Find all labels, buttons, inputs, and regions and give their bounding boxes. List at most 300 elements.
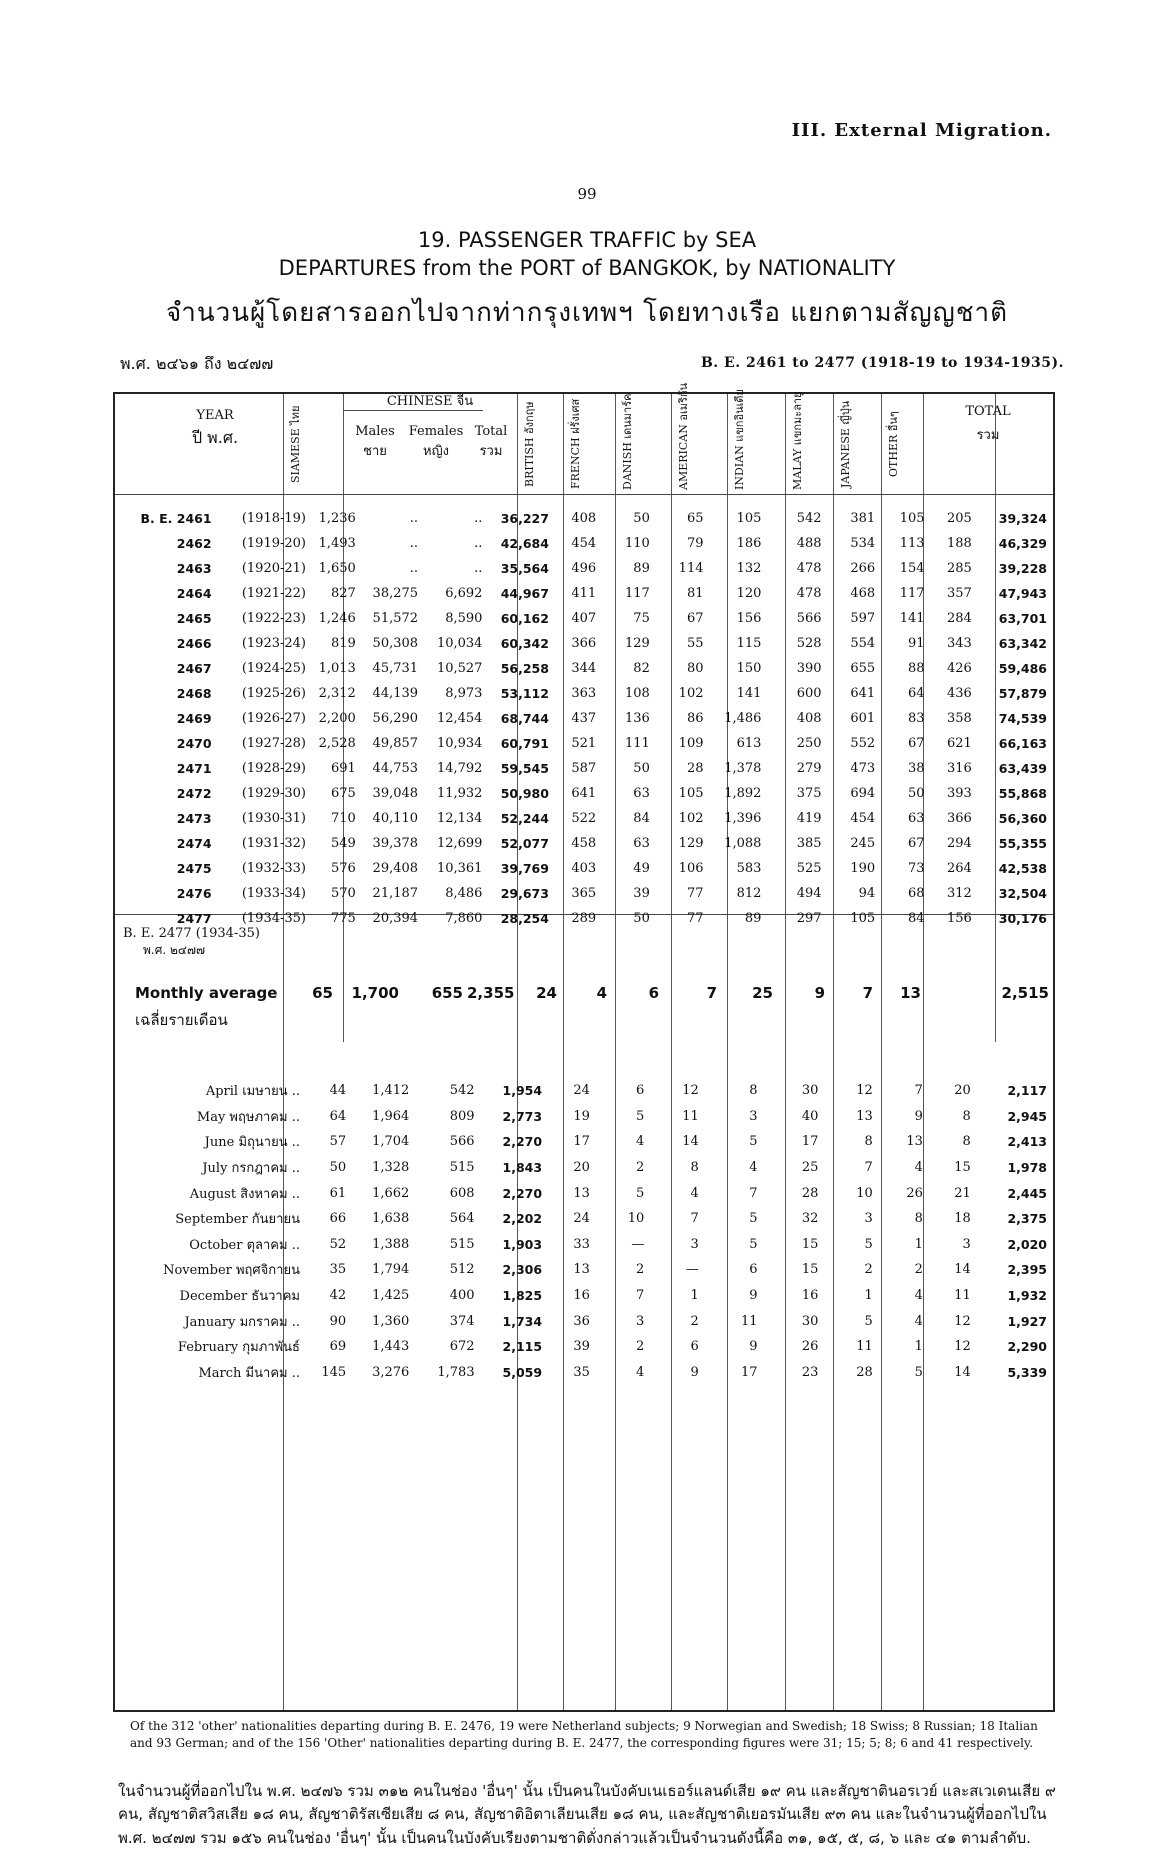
cell-siamese: 691 — [330, 761, 356, 776]
cell-french: 50 — [633, 911, 650, 926]
year-ad: (1929-30) — [241, 786, 307, 801]
cell-danish: 102 — [678, 811, 704, 826]
cell-danish: 67 — [686, 611, 704, 626]
cell-japanese: 1 — [914, 1236, 923, 1252]
cell-malay: 597 — [850, 611, 876, 626]
cell-british: 454 — [571, 536, 597, 551]
cell-indian: 26 — [801, 1339, 819, 1355]
cell-other: 284 — [946, 611, 972, 626]
cell-malay: 641 — [850, 686, 876, 701]
cell-american: 8 — [749, 1083, 758, 1099]
cell-total: 63,342 — [998, 636, 1047, 651]
avg-indian: 25 — [752, 984, 773, 1002]
cell-other: 264 — [946, 861, 972, 876]
cell-american: 583 — [736, 861, 762, 876]
cell-other: 12 — [954, 1313, 971, 1329]
period-thai: พ.ศ. ๒๔๖๑ ถึง ๒๔๗๗ — [120, 354, 274, 373]
period-english: B. E. 2461 to 2477 (1918-19 to 1934-1935). — [700, 355, 1064, 371]
cell-males: 40,110 — [372, 811, 419, 826]
cell-other: 14 — [954, 1364, 971, 1380]
cell-females: .. — [474, 511, 483, 526]
cell-japanese: 7 — [914, 1083, 923, 1099]
cell-danish: 79 — [686, 536, 704, 551]
cell-indian: 390 — [796, 661, 822, 676]
cell-siamese: 827 — [330, 586, 356, 601]
cell-males: 1,794 — [372, 1262, 410, 1278]
total-header: TOTAL — [965, 404, 1011, 419]
statistics-table — [113, 382, 1055, 1712]
cell-american: 1,378 — [724, 761, 762, 776]
cell-american: 5 — [749, 1134, 758, 1150]
cell-american: 150 — [736, 661, 762, 676]
total-chinese-header-thai: รวม — [479, 444, 503, 459]
cell-males: 44,139 — [372, 686, 419, 701]
cell-japanese: 105 — [899, 511, 925, 526]
month-row — [115, 1308, 1053, 1334]
males-header-thai: ชาย — [363, 444, 387, 459]
table-row — [115, 756, 1053, 781]
cell-japanese: 8 — [914, 1211, 923, 1227]
cell-females: 515 — [449, 1236, 475, 1252]
table-title: 19. PASSENGER TRAFFIC by SEA — [417, 228, 757, 252]
table-row — [115, 506, 1053, 531]
cell-total_cn: 44,967 — [500, 586, 549, 601]
cell-males: 45,731 — [372, 661, 419, 676]
cell-indian: 16 — [801, 1288, 819, 1304]
cell-total_cn: 2,270 — [502, 1185, 543, 1201]
cell-other: 621 — [946, 736, 972, 751]
cell-malay: 381 — [850, 511, 876, 526]
cell-malay: 28 — [856, 1364, 873, 1380]
cell-indian: 28 — [801, 1185, 819, 1201]
cell-males: 29,408 — [372, 861, 419, 876]
cell-males: 38,275 — [372, 586, 419, 601]
cell-females: 8,590 — [445, 611, 483, 626]
cell-british: 289 — [571, 911, 597, 926]
cell-british: 365 — [571, 886, 597, 901]
cell-japanese: 5 — [914, 1364, 923, 1380]
cell-total: 63,701 — [998, 611, 1047, 626]
cell-danish: 14 — [682, 1134, 699, 1150]
cell-other: 20 — [954, 1083, 971, 1099]
month-row — [115, 1283, 1053, 1309]
cell-total: 1,932 — [1007, 1288, 1047, 1304]
cell-american: 141 — [736, 686, 762, 701]
cell-indian: 40 — [801, 1108, 819, 1124]
cell-malay: 454 — [850, 811, 876, 826]
avg-danish: 6 — [648, 984, 659, 1002]
table-row — [115, 581, 1053, 606]
cell-french: 2 — [636, 1262, 645, 1278]
cell-other: 285 — [946, 561, 972, 576]
year-ad: (1927-28) — [241, 736, 307, 751]
cell-japanese: 154 — [899, 561, 925, 576]
month-name: April เมษายน .. — [205, 1084, 300, 1100]
year-be: 2474 — [176, 836, 212, 851]
cell-malay: 554 — [850, 636, 876, 651]
cell-japanese: 26 — [906, 1185, 923, 1201]
cell-american: 9 — [749, 1288, 758, 1304]
cell-british: 403 — [571, 861, 597, 876]
cell-british: 437 — [571, 711, 597, 726]
cell-total_cn: 1,825 — [502, 1288, 543, 1304]
month-name: February กุมภาพันธ์ — [177, 1340, 300, 1356]
cell-total_cn: 56,258 — [500, 661, 549, 676]
average-label-thai: เฉลี่ยรายเดือน — [135, 1011, 228, 1029]
cell-females: 12,134 — [436, 811, 483, 826]
cell-malay: 8 — [864, 1134, 873, 1150]
month-row — [115, 1129, 1053, 1155]
footnote-thai: ในจำนวนผู้ที่ออกไปใน พ.ศ. ๒๔๗๖ รวม ๓๑๒ คนในช่อง 'อื่นๆ' นั้น เป็นคนในบังคับเนเธอร์แลนด์เสีย ๑๙ คน และสัญชาตินอรเวย์ และสเวเดนเสีย ๙ คน, สัญชาติสวิสเสีย ๑๘ คน, สัญชาติรัสเซียเสีย ๘ คน, สัญชาติอิตาเลียนเสีย ๑๘ คน, และสัญชาติเยอรมันเสีย ๙๓ คน และในจำนวนผู้ที่ออกไปใน พ.ศ. ๒๔๗๗ รวม ๑๕๖ คนในช่อง 'อื่นๆ' นั้น เป็นคนในบังคับเรียงตามชาติดั่งกล่าวแล้วเป็นจำนวนดังนี้คือ ๓๑, ๑๕, ๕, ๘, ๖ และ ๔๑ ตามลำดับ. — [118, 1782, 1056, 1847]
cell-malay: 10 — [856, 1185, 873, 1201]
cell-other: 156 — [946, 911, 972, 926]
cell-french: 5 — [636, 1108, 645, 1124]
cell-indian: 528 — [796, 636, 822, 651]
table-row — [115, 831, 1053, 856]
british-header: BRITISH อังกฤษ — [523, 401, 536, 487]
running-head: III. External Migration. — [791, 120, 1052, 141]
cell-french: 4 — [636, 1134, 645, 1150]
year-ad: (1922-23) — [241, 611, 307, 626]
cell-french: 4 — [636, 1364, 645, 1380]
cell-british: 366 — [571, 636, 597, 651]
month-row — [115, 1334, 1053, 1360]
cell-japanese: 13 — [906, 1134, 923, 1150]
year-ad: (1924-25) — [241, 661, 307, 676]
cell-total_cn: 60,342 — [500, 636, 549, 651]
cell-danish: 3 — [690, 1236, 699, 1252]
month-row — [115, 1155, 1053, 1181]
cell-other: 8 — [962, 1108, 971, 1124]
year-ad: (1933-34) — [241, 886, 307, 901]
cell-american: 105 — [736, 511, 762, 526]
year-be: 2475 — [176, 861, 212, 876]
year-be: 2466 — [176, 636, 212, 651]
avg-males: 1,700 — [351, 984, 399, 1002]
avg-malay: 9 — [814, 984, 825, 1002]
month-row — [115, 1206, 1053, 1232]
cell-danish: 9 — [690, 1364, 699, 1380]
cell-danish: 11 — [682, 1108, 699, 1124]
avg-american: 7 — [706, 984, 717, 1002]
month-name: January มกราคม .. — [184, 1314, 300, 1330]
cell-females: 566 — [449, 1134, 475, 1150]
cell-malay: 601 — [850, 711, 876, 726]
cell-siamese: 90 — [329, 1313, 347, 1329]
month-row — [115, 1360, 1053, 1386]
avg-japanese: 7 — [862, 984, 873, 1002]
month-name: March มีนาคม .. — [198, 1365, 300, 1381]
cell-females: 6,692 — [445, 586, 483, 601]
cell-french: 39 — [633, 886, 650, 901]
year-ad: (1928-29) — [241, 761, 307, 776]
year-ad: (1931-32) — [241, 836, 307, 851]
cell-malay: 534 — [850, 536, 876, 551]
cell-males: 1,360 — [372, 1313, 410, 1329]
year-ad: (1921-22) — [241, 586, 307, 601]
cell-total: 74,539 — [998, 711, 1047, 726]
cell-british: 33 — [573, 1236, 590, 1252]
cell-other: 21 — [954, 1185, 971, 1201]
cell-french: 63 — [633, 836, 650, 851]
cell-japanese: 1 — [914, 1339, 923, 1355]
table-row — [115, 856, 1053, 881]
cell-indian: 408 — [796, 711, 822, 726]
cell-french: — — [631, 1236, 645, 1252]
cell-females: 10,034 — [436, 636, 483, 651]
cell-french: 75 — [633, 611, 650, 626]
year-ad: (1920-21) — [241, 561, 307, 576]
cell-japanese: 67 — [908, 736, 925, 751]
year-be: 2477 — [176, 911, 212, 926]
cell-french: 3 — [636, 1313, 645, 1329]
cell-males: 50,308 — [372, 636, 419, 651]
cell-total_cn: 60,162 — [500, 611, 549, 626]
cell-other: 11 — [954, 1288, 971, 1304]
table-row — [115, 731, 1053, 756]
cell-japanese: 141 — [899, 611, 925, 626]
cell-british: 408 — [571, 511, 597, 526]
cell-malay: 266 — [850, 561, 876, 576]
cell-british: 16 — [573, 1288, 590, 1304]
cell-french: 2 — [636, 1160, 645, 1176]
cell-total_cn: 60,791 — [500, 736, 549, 751]
cell-total: 2,375 — [1007, 1211, 1047, 1227]
cell-other: 3 — [962, 1236, 971, 1252]
cell-males: 1,328 — [372, 1160, 410, 1176]
cell-danish: 1 — [690, 1288, 699, 1304]
cell-total: 2,020 — [1007, 1236, 1047, 1252]
monthly-table — [115, 1078, 1053, 1385]
month-row — [115, 1232, 1053, 1258]
cell-females: 608 — [449, 1185, 475, 1201]
cell-total_cn: 1,903 — [502, 1236, 543, 1252]
cell-japanese: 88 — [908, 661, 925, 676]
cell-siamese: 1,246 — [318, 611, 356, 626]
cell-other: 393 — [946, 786, 972, 801]
cell-british: 24 — [573, 1083, 590, 1099]
cell-japanese: 4 — [914, 1313, 923, 1329]
cell-japanese: 67 — [908, 836, 925, 851]
cell-japanese: 50 — [908, 786, 925, 801]
cell-total_cn: 29,673 — [500, 886, 549, 901]
cell-japanese: 4 — [914, 1160, 923, 1176]
table-row — [115, 656, 1053, 681]
cell-french: 108 — [625, 686, 650, 701]
cell-indian: 30 — [801, 1313, 819, 1329]
cell-american: 11 — [740, 1313, 758, 1329]
females-header: Females — [408, 424, 464, 439]
cell-other: 316 — [946, 761, 972, 776]
cell-american: 1,396 — [724, 811, 762, 826]
cell-indian: 15 — [801, 1262, 819, 1278]
cell-total: 1,978 — [1007, 1160, 1047, 1176]
year-ad: (1919-20) — [241, 536, 307, 551]
cell-other: 358 — [946, 711, 972, 726]
cell-danish: 129 — [678, 836, 704, 851]
cell-females: 12,699 — [436, 836, 483, 851]
table-title-thai: จำนวนผู้โดยสารออกไปจากท่ากรุงเทพฯ โดยทางเรือ แยกตามสัญญชาติ — [166, 298, 1008, 328]
cell-malay: 5 — [864, 1313, 873, 1329]
year-ad: (1934-35) — [241, 911, 307, 926]
cell-indian: 32 — [801, 1211, 819, 1227]
annual-table — [115, 506, 1053, 931]
cell-american: 132 — [736, 561, 762, 576]
cell-males: 21,187 — [372, 886, 419, 901]
cell-total: 56,360 — [998, 811, 1047, 826]
cell-malay: 190 — [850, 861, 876, 876]
malay-header: MALAY แขกมะลายู — [791, 391, 804, 490]
avg-total-chinese: 2,355 — [467, 984, 515, 1002]
cell-american: 1,486 — [724, 711, 762, 726]
cell-malay: 12 — [856, 1083, 873, 1099]
cell-females: .. — [474, 561, 483, 576]
year-ad: (1918-19) — [241, 511, 307, 526]
cell-malay: 468 — [850, 586, 876, 601]
cell-siamese: 145 — [321, 1364, 347, 1380]
cell-total: 39,324 — [998, 511, 1047, 526]
cell-indian: 494 — [796, 886, 822, 901]
cell-females: 14,792 — [436, 761, 483, 776]
cell-siamese: 2,200 — [318, 711, 356, 726]
cell-indian: 478 — [796, 586, 822, 601]
cell-total_cn: 2,270 — [502, 1134, 543, 1150]
year-be: 2463 — [176, 561, 212, 576]
cell-siamese: 42 — [329, 1288, 347, 1304]
avg-total: 2,515 — [1001, 984, 1049, 1002]
table-row — [115, 806, 1053, 831]
footnote-english: Of the 312 'other' nationalities departing during B. E. 2476, 19 were Netherland subjects; 9 Norwegian and Swedish; 18 Swiss; 8 Russian; 18 Italian and 93 German; and of the 156 'Other' nationalities departing during B. E. 2477, the corresponding figures were 31; 15; 5; 8; 6 and 41 respectively. — [130, 1719, 1038, 1751]
cell-males: 20,394 — [372, 911, 419, 926]
cell-danish: 7 — [690, 1211, 699, 1227]
cell-danish: 80 — [686, 661, 704, 676]
year-be: 2468 — [176, 686, 212, 701]
cell-males: .. — [409, 511, 419, 526]
cell-total_cn: 1,734 — [502, 1313, 543, 1329]
cell-japanese: 9 — [914, 1108, 923, 1124]
cell-american: 812 — [736, 886, 762, 901]
cell-siamese: 61 — [329, 1185, 347, 1201]
cell-other: 14 — [954, 1262, 971, 1278]
cell-males: 56,290 — [372, 711, 419, 726]
cell-american: 9 — [749, 1339, 758, 1355]
cell-american: 17 — [740, 1364, 758, 1380]
cell-males: 1,425 — [372, 1288, 410, 1304]
cell-french: 111 — [625, 736, 650, 751]
cell-indian: 566 — [796, 611, 822, 626]
cell-siamese: 1,013 — [318, 661, 356, 676]
cell-british: 13 — [573, 1262, 590, 1278]
cell-total: 57,879 — [998, 686, 1047, 701]
cell-french: 84 — [633, 811, 650, 826]
cell-american: 3 — [749, 1108, 758, 1124]
cell-french: 7 — [636, 1288, 645, 1304]
cell-american: 4 — [749, 1160, 758, 1176]
cell-danish: — — [685, 1262, 699, 1278]
cell-indian: 17 — [801, 1134, 819, 1150]
french-header: FRENCH ฝรั่งเศส — [569, 398, 582, 490]
cell-other: 312 — [946, 886, 972, 901]
cell-total_cn: 50,980 — [500, 786, 549, 801]
cell-indian: 542 — [796, 511, 822, 526]
cell-british: 19 — [573, 1108, 590, 1124]
total-chinese-header: Total — [474, 424, 508, 439]
month-row — [115, 1180, 1053, 1206]
cell-japanese: 73 — [908, 861, 925, 876]
cell-american: 115 — [736, 636, 762, 651]
cell-females: 8,973 — [445, 686, 483, 701]
month-name: May พฤษภาคม .. — [196, 1109, 300, 1125]
year-be: 2469 — [176, 711, 212, 726]
table-row — [115, 631, 1053, 656]
cell-american: 613 — [736, 736, 762, 751]
cell-danish: 4 — [690, 1185, 699, 1201]
cell-british: 411 — [571, 586, 597, 601]
cell-total: 1,927 — [1007, 1313, 1047, 1329]
year-ad: (1925-26) — [241, 686, 307, 701]
cell-females: 11,932 — [436, 786, 483, 801]
cell-siamese: 35 — [329, 1262, 347, 1278]
cell-french: 6 — [636, 1083, 645, 1099]
cell-females: 10,934 — [436, 736, 483, 751]
cell-american: 6 — [749, 1262, 758, 1278]
cell-french: 136 — [625, 711, 650, 726]
cell-indian: 488 — [796, 536, 822, 551]
cell-malay: 94 — [858, 886, 876, 901]
avg-females: 655 — [431, 984, 463, 1002]
cell-danish: 6 — [690, 1339, 699, 1355]
cell-french: 110 — [625, 536, 650, 551]
year-be: 2465 — [176, 611, 212, 626]
cell-siamese: 576 — [330, 861, 356, 876]
cell-indian: 15 — [801, 1236, 819, 1252]
cell-total: 63,439 — [998, 761, 1047, 776]
cell-french: 10 — [627, 1211, 645, 1227]
page-number: 99 — [577, 185, 597, 203]
year-ad: (1930-31) — [241, 811, 307, 826]
cell-total_cn: 5,059 — [502, 1364, 543, 1380]
cell-other: 357 — [946, 586, 972, 601]
cell-total_cn: 53,112 — [500, 686, 549, 701]
cell-other: 436 — [946, 686, 972, 701]
cell-indian: 23 — [801, 1364, 819, 1380]
cell-total: 55,355 — [998, 836, 1047, 851]
cell-american: 1,088 — [724, 836, 762, 851]
cell-indian: 297 — [796, 911, 822, 926]
cell-total_cn: 1,954 — [502, 1083, 543, 1099]
cell-japanese: 63 — [908, 811, 925, 826]
cell-females: 374 — [449, 1313, 475, 1329]
cell-total_cn: 35,564 — [500, 561, 549, 576]
cell-british: 522 — [571, 811, 597, 826]
cell-british: 407 — [571, 611, 597, 626]
cell-total: 46,329 — [998, 536, 1047, 551]
cell-british: 17 — [573, 1134, 590, 1150]
cell-females: 10,361 — [436, 861, 483, 876]
cell-total_cn: 42,684 — [500, 536, 549, 551]
cell-british: 521 — [571, 736, 597, 751]
cell-siamese: 1,493 — [318, 536, 356, 551]
avg-british: 24 — [536, 984, 557, 1002]
cell-total_cn: 52,077 — [500, 836, 549, 851]
table-subtitle: DEPARTURES from the PORT of BANGKOK, by NATIONALITY — [278, 256, 896, 280]
year-be: 2476 — [176, 886, 212, 901]
cell-siamese: 69 — [329, 1339, 347, 1355]
cell-females: 7,860 — [445, 911, 483, 926]
cell-malay: 694 — [850, 786, 876, 801]
year-be: 2467 — [176, 661, 212, 676]
cell-females: 1,783 — [437, 1364, 475, 1380]
